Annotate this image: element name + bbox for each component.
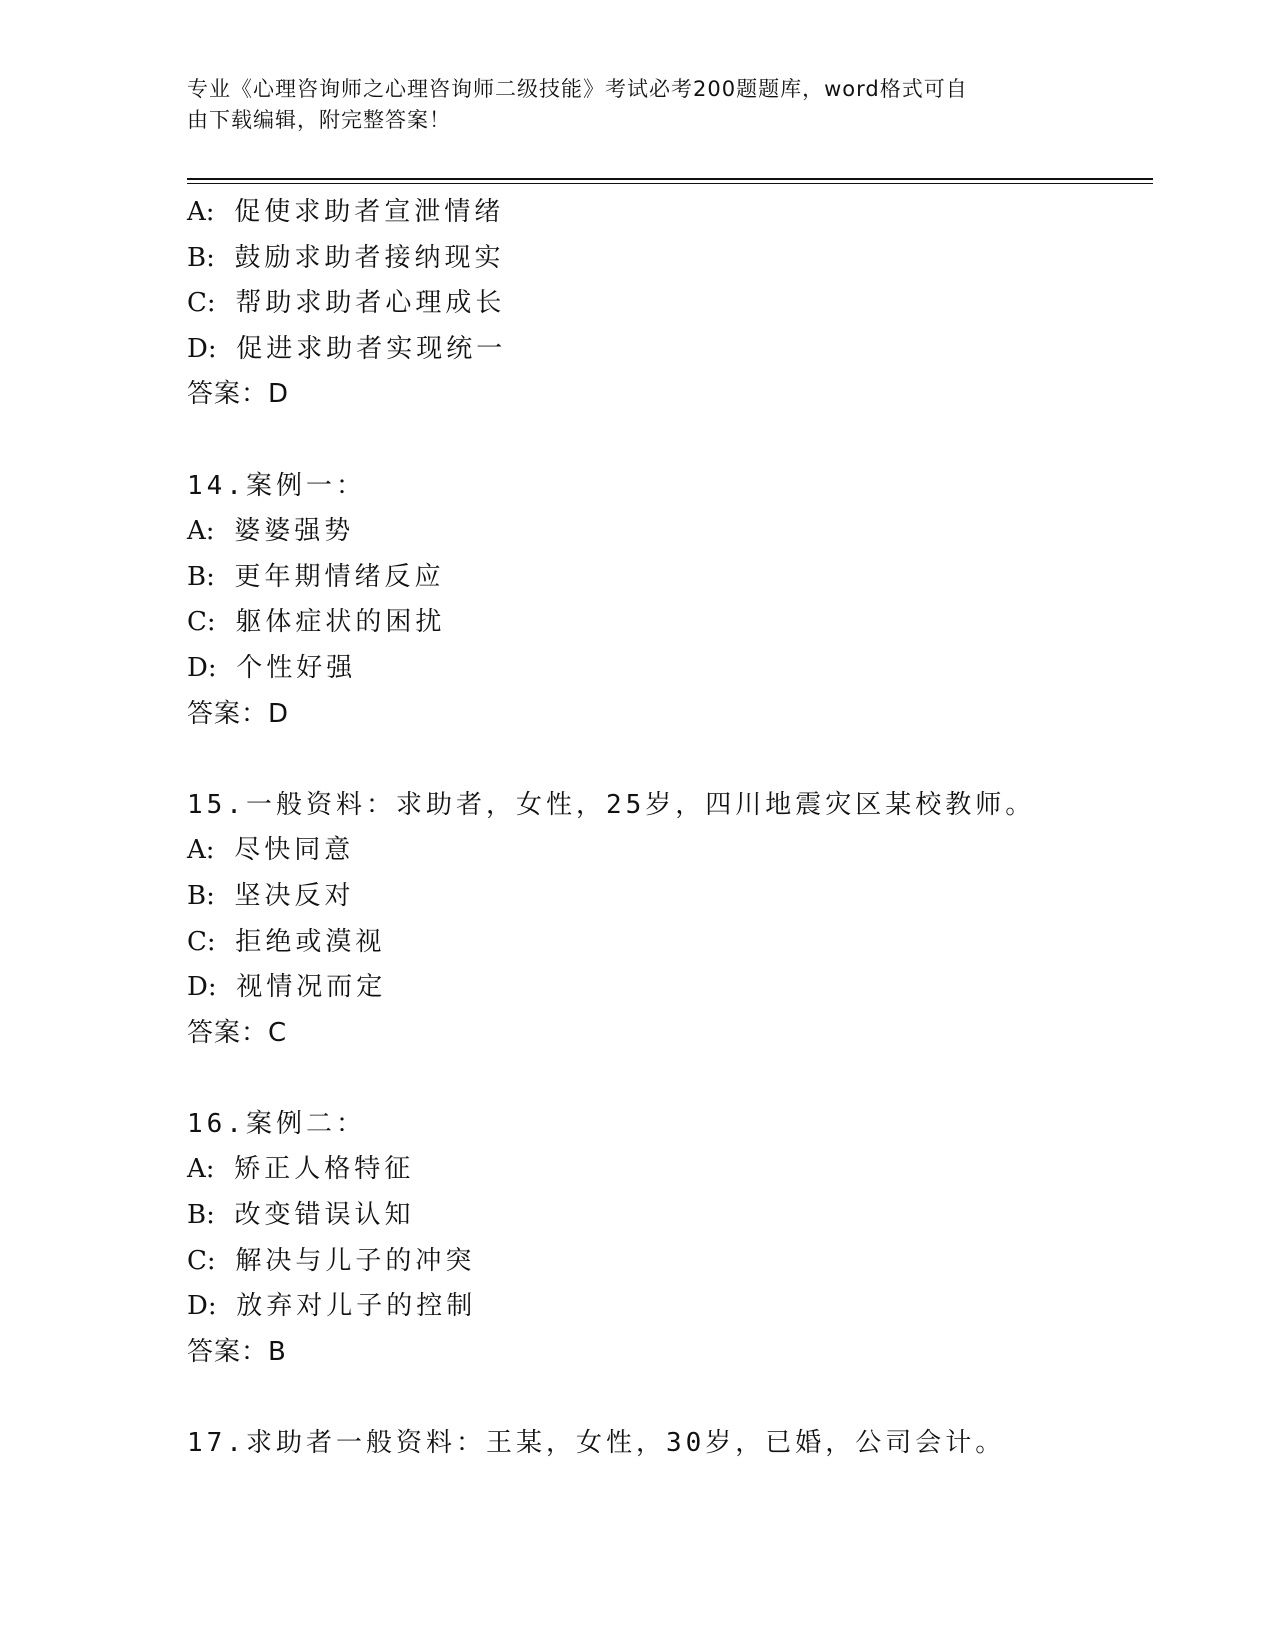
header-line-1: 专业《心理咨询师之心理咨询师二级技能》考试必考200题题库，word格式可自	[187, 77, 968, 101]
option-d	[187, 965, 1153, 1011]
answer-line: 答案：B	[187, 1336, 287, 1367]
option-label: C:	[187, 607, 216, 638]
option-a	[187, 509, 1153, 555]
option-label: D:	[187, 972, 217, 1003]
document-header	[187, 74, 1067, 136]
option-a	[187, 828, 1153, 874]
answer-line: 答案：D	[187, 698, 290, 729]
option-label: C:	[187, 926, 216, 957]
option-label: D:	[187, 333, 217, 364]
block-spacer	[187, 1375, 1153, 1421]
option-a	[187, 190, 1153, 236]
option-label: C:	[187, 1245, 216, 1276]
option-text: 促进求助者实现统一	[236, 333, 507, 364]
option-label: D:	[187, 652, 217, 683]
question-stem: 16.案例二：	[187, 1108, 366, 1139]
option-c	[187, 281, 1153, 327]
question-stem: 15.一般资料：求助者，女性，25岁，四川地震灾区某校教师。	[187, 789, 1036, 820]
header-divider-thin	[187, 183, 1153, 184]
question-block	[187, 190, 1153, 418]
option-text: 视情况而定	[236, 972, 387, 1003]
option-text: 婆婆强势	[234, 516, 355, 547]
block-spacer	[187, 1056, 1153, 1102]
option-text: 促使求助者宣泄情绪	[234, 197, 505, 227]
question-block	[187, 1421, 1153, 1467]
option-text: 帮助求助者心理成长	[235, 288, 506, 319]
header-line-2: 由下载编辑，附完整答案！	[187, 108, 451, 132]
option-label: A:	[187, 197, 215, 227]
option-text: 拒绝或漠视	[235, 926, 386, 957]
option-text: 坚决反对	[234, 880, 355, 911]
block-spacer	[187, 418, 1153, 464]
option-b	[187, 555, 1153, 601]
answer-line: 答案：D	[187, 379, 290, 410]
option-text: 改变错误认知	[234, 1200, 415, 1231]
option-label: B:	[187, 242, 215, 273]
option-label: A:	[187, 1154, 215, 1185]
option-text: 更年期情绪反应	[234, 561, 445, 592]
option-b	[187, 874, 1153, 920]
option-label: B:	[187, 561, 215, 592]
option-c	[187, 920, 1153, 966]
option-d	[187, 646, 1153, 692]
answer-line: 答案：C	[187, 1017, 288, 1048]
option-c	[187, 600, 1153, 646]
option-text: 矫正人格特征	[234, 1154, 415, 1185]
option-text: 个性好强	[236, 652, 357, 683]
option-b	[187, 236, 1153, 282]
option-text: 放弃对儿子的控制	[236, 1291, 477, 1322]
option-label: B:	[187, 880, 215, 911]
option-label: B:	[187, 1200, 215, 1231]
block-spacer	[187, 737, 1153, 783]
header-divider-thick	[187, 178, 1153, 180]
option-b	[187, 1193, 1153, 1239]
option-label: A:	[187, 516, 215, 547]
option-text: 解决与儿子的冲突	[235, 1245, 476, 1276]
option-label: D:	[187, 1291, 217, 1322]
question-block	[187, 464, 1153, 738]
question-block	[187, 1102, 1153, 1376]
option-label: A:	[187, 835, 215, 866]
question-stem: 14.案例一：	[187, 470, 366, 501]
option-text: 躯体症状的困扰	[235, 607, 446, 638]
option-d	[187, 327, 1153, 373]
option-text: 鼓励求助者接纳现实	[234, 242, 505, 273]
question-stem: 17.求助者一般资料：王某，女性，30岁，已婚，公司会计。	[187, 1428, 1006, 1459]
option-a	[187, 1147, 1153, 1193]
option-d	[187, 1284, 1153, 1330]
question-block	[187, 783, 1153, 1057]
option-text: 尽快同意	[234, 835, 355, 866]
option-c	[187, 1239, 1153, 1285]
question-list	[187, 190, 1153, 1467]
option-label: C:	[187, 288, 216, 319]
